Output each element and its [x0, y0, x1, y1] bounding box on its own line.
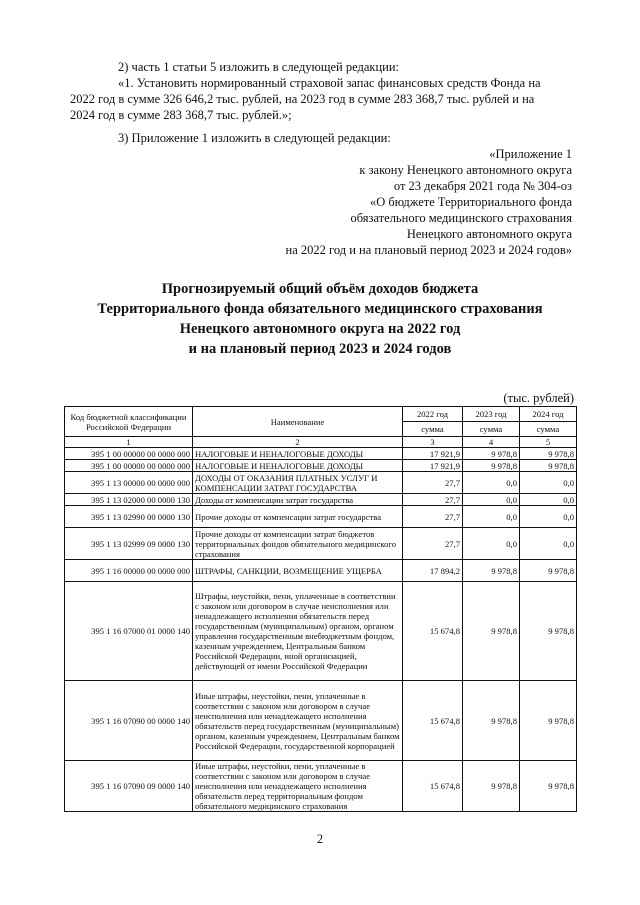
row-name: Иные штрафы, неустойки, пени, уплаченные в соответствии с законом или договором в случае неисполнения или ненадлежащего исполнения обязательств перед государственным (муниципальным) органом, казенным учреждением, Центральным банком Российской Федерации, государственной корпорацией	[193, 681, 403, 761]
row-2024: 9 978,8	[520, 460, 577, 472]
annex-line: к закону Ненецкого автономного округа	[359, 163, 572, 177]
row-2023: 9 978,8	[463, 761, 520, 812]
annex-line: обязательного медицинского страхования	[350, 211, 572, 225]
table-row	[65, 506, 577, 528]
header-sum: сумма	[463, 422, 520, 437]
row-2024: 0,0	[520, 472, 577, 494]
row-2022: 17 921,9	[403, 448, 463, 460]
col-number: 4	[463, 437, 520, 448]
row-2024: 0,0	[520, 528, 577, 560]
annex-line: «Приложение 1	[489, 147, 572, 161]
annex-line: на 2022 год и на плановый период 2023 и 2024 годов»	[285, 243, 572, 257]
row-code: 395 1 00 00000 00 0000 000	[65, 448, 193, 460]
row-2022: 17 921,9	[403, 460, 463, 472]
row-2023: 9 978,8	[463, 460, 520, 472]
table-row	[65, 448, 577, 460]
row-2024: 9 978,8	[520, 448, 577, 460]
header-code: Код бюджетной классификации Российской Федерации	[65, 407, 193, 437]
row-2022: 15 674,8	[403, 681, 463, 761]
row-2024: 0,0	[520, 494, 577, 506]
annex-line: от 23 декабря 2021 года № 304-оз	[393, 179, 572, 193]
paragraph-amount-line1: «1. Установить нормированный страховой запас финансовых средств Фонда на	[118, 76, 541, 90]
row-name: Штрафы, неустойки, пени, уплаченные в соответствии с законом или договором в случае неисполнения или ненадлежащего исполнения обязательств перед государственным (муниципальным) органом, органом управления государственным внебюджетным фондом, казенным учреждением, Центральным банком Российской Федерации, иной организацией, действующей от имени Российской Федерации	[193, 582, 403, 681]
row-2023: 0,0	[463, 472, 520, 494]
row-2023: 9 978,8	[463, 448, 520, 460]
annex-line: «О бюджете Территориального фонда	[369, 195, 572, 209]
row-code: 395 1 16 07090 09 0000 140	[65, 761, 193, 812]
row-code: 395 1 00 00000 00 0000 000	[65, 460, 193, 472]
header-name: Наименование	[193, 407, 403, 437]
table-row	[65, 560, 577, 582]
col-number: 1	[65, 437, 193, 448]
row-name: ДОХОДЫ ОТ ОКАЗАНИЯ ПЛАТНЫХ УСЛУГ И КОМПЕНСАЦИИ ЗАТРАТ ГОСУДАРСТВА	[193, 472, 403, 494]
document-title	[60, 279, 580, 359]
paragraph-annex: 3) Приложение 1 изложить в следующей редакции:	[118, 131, 391, 145]
row-2023: 9 978,8	[463, 560, 520, 582]
row-2022: 17 894,2	[403, 560, 463, 582]
col-number: 2	[193, 437, 403, 448]
row-name: Иные штрафы, неустойки, пени, уплаченные в соответствии с законом или договором в случае неисполнения или ненадлежащего исполнения обязательств перед территориальным фондом обязательного медицинского страхования	[193, 761, 403, 812]
row-code: 395 1 16 07090 00 0000 140	[65, 681, 193, 761]
page-number: 2	[316, 832, 324, 846]
annex-reference	[286, 146, 572, 258]
table-row	[65, 761, 577, 812]
revenue-table	[64, 406, 577, 812]
table-header-row	[65, 407, 577, 422]
table-row	[65, 528, 577, 560]
row-name: Прочие доходы от компенсации затрат бюджетов территориальных фондов обязательного медицинского страхования	[193, 528, 403, 560]
annex-line: Ненецкого автономного округа	[406, 227, 572, 241]
row-2024: 0,0	[520, 506, 577, 528]
table-row	[65, 472, 577, 494]
col-number: 3	[403, 437, 463, 448]
row-2022: 15 674,8	[403, 582, 463, 681]
title-line: Ненецкого автономного округа на 2022 год	[179, 321, 461, 337]
header-sum: сумма	[403, 422, 463, 437]
header-2023: 2023 год	[463, 407, 520, 422]
row-2023: 0,0	[463, 506, 520, 528]
header-2022: 2022 год	[403, 407, 463, 422]
table-row	[65, 681, 577, 761]
title-line: Прогнозируемый общий объём доходов бюджета	[161, 281, 479, 297]
row-code: 395 1 16 07000 01 0000 140	[65, 582, 193, 681]
title-line: и на плановый период 2023 и 2024 годов	[188, 341, 452, 357]
row-code: 395 1 13 02000 00 0000 130	[65, 494, 193, 506]
paragraph-amount-line2: 2022 год в сумме 326 646,2 тыс. рублей, на 2023 год в сумме 283 368,7 тыс. рублей и на	[70, 92, 535, 106]
row-name: НАЛОГОВЫЕ И НЕНАЛОГОВЫЕ ДОХОДЫ	[193, 448, 403, 460]
row-2022: 27,7	[403, 506, 463, 528]
row-2024: 9 978,8	[520, 761, 577, 812]
row-2022: 27,7	[403, 472, 463, 494]
row-code: 395 1 13 02999 09 0000 130	[65, 528, 193, 560]
paragraph-amount-line3: 2024 год в сумме 283 368,7 тыс. рублей.»;	[70, 108, 292, 122]
header-2024: 2024 год	[520, 407, 577, 422]
table-row	[65, 460, 577, 472]
row-2023: 0,0	[463, 494, 520, 506]
units-label: (тыс. рублей)	[503, 391, 574, 405]
row-2024: 9 978,8	[520, 560, 577, 582]
row-2023: 9 978,8	[463, 582, 520, 681]
row-2024: 9 978,8	[520, 582, 577, 681]
header-sum: сумма	[520, 422, 577, 437]
column-number-row	[65, 437, 577, 448]
col-number: 5	[520, 437, 577, 448]
row-name: Доходы от компенсации затрат государства	[193, 494, 403, 506]
row-code: 395 1 13 02990 00 0000 130	[65, 506, 193, 528]
row-name: Прочие доходы от компенсации затрат государства	[193, 506, 403, 528]
title-line: Территориального фонда обязательного медицинского страхования	[97, 301, 543, 317]
row-2024: 9 978,8	[520, 681, 577, 761]
table-row	[65, 582, 577, 681]
row-code: 395 1 13 00000 00 0000 000	[65, 472, 193, 494]
row-2022: 27,7	[403, 528, 463, 560]
row-2023: 9 978,8	[463, 681, 520, 761]
paragraph-part1: 2) часть 1 статьи 5 изложить в следующей редакции:	[118, 60, 400, 74]
row-name: ШТРАФЫ, САНКЦИИ, ВОЗМЕЩЕНИЕ УЩЕРБА	[193, 560, 403, 582]
row-2022: 15 674,8	[403, 761, 463, 812]
row-2022: 27,7	[403, 494, 463, 506]
row-code: 395 1 16 00000 00 0000 000	[65, 560, 193, 582]
table-row	[65, 494, 577, 506]
row-2023: 0,0	[463, 528, 520, 560]
row-name: НАЛОГОВЫЕ И НЕНАЛОГОВЫЕ ДОХОДЫ	[193, 460, 403, 472]
